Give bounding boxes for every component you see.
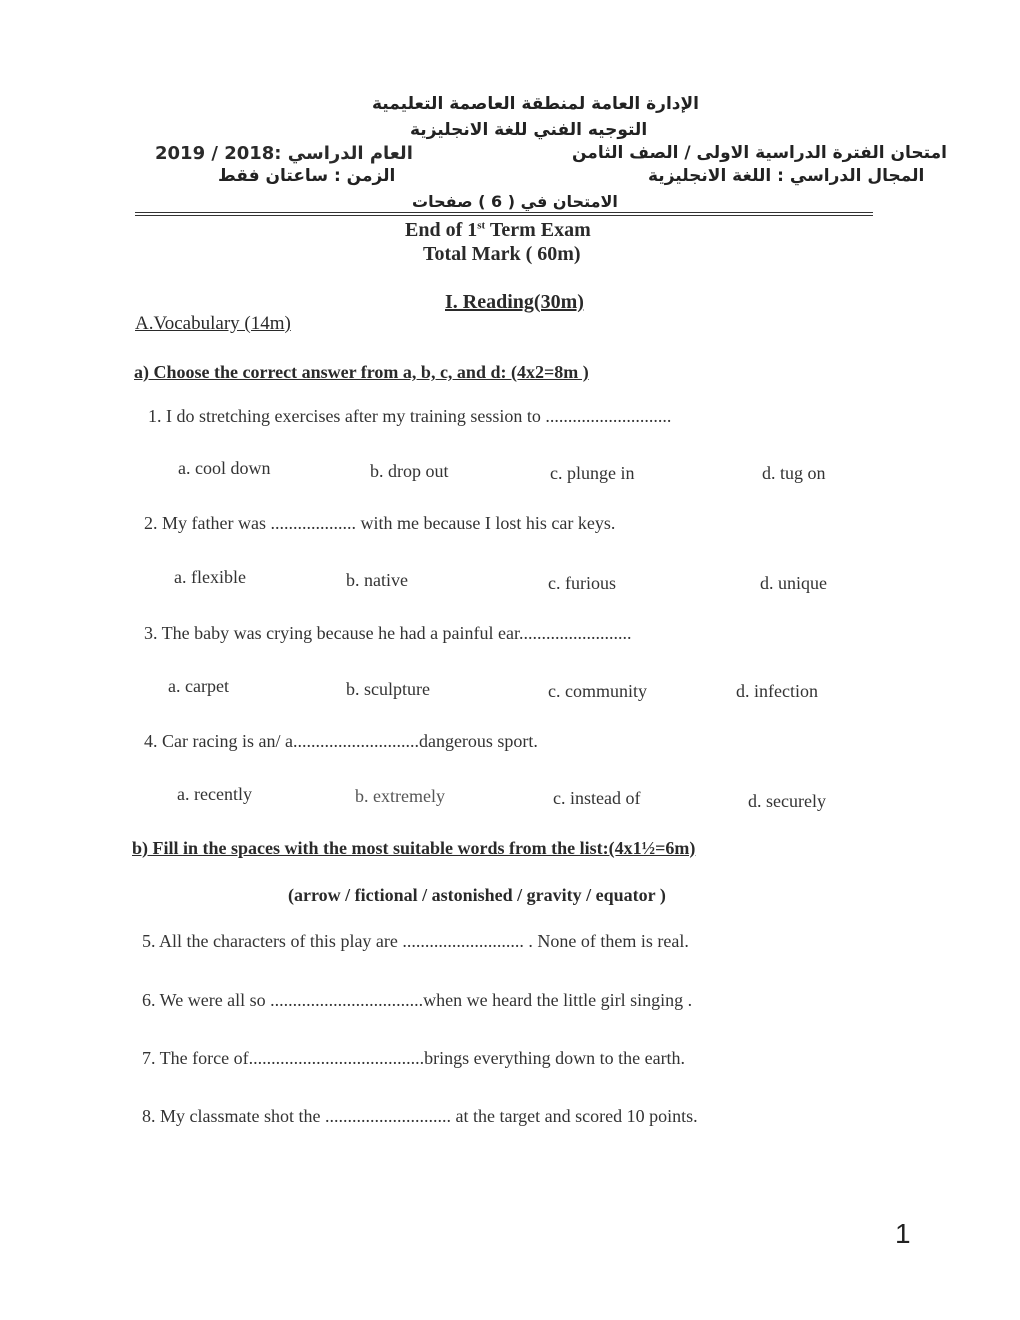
exam-subject: المجال الدراسي : اللغة الانجليزية — [648, 166, 925, 186]
vocabulary-heading: A.Vocabulary (14m) — [135, 313, 291, 334]
question-3: 3. The baby was crying because he had a painful ear......................... — [144, 623, 632, 643]
q2-option-a: a. flexible — [174, 567, 246, 587]
part-b-instruction: b) Fill in the spaces with the most suitable words from the list:(4x1½=6m) — [132, 838, 696, 858]
q3-option-d: d. infection — [736, 681, 818, 701]
header-divider-bottom — [135, 215, 873, 216]
header-divider-top — [135, 212, 873, 213]
reading-heading: I. Reading(30m) — [445, 291, 584, 313]
page-number: 1 — [895, 1218, 911, 1249]
q4-option-b: b. extremely — [355, 786, 445, 806]
question-6: 6. We were all so ..................................when we heard the little girl singing . — [142, 990, 693, 1010]
q3-option-a: a. carpet — [168, 676, 229, 696]
academic-year: 2019 / 2018: العام الدراسي — [155, 143, 413, 164]
q4-option-a: a. recently — [177, 784, 252, 804]
exam-title-text: End of 1 — [405, 219, 478, 241]
q1-option-c: c. plunge in — [550, 463, 635, 483]
q1-option-d: d. tug on — [762, 463, 826, 483]
question-2: 2. My father was ................... with me because I lost his car keys. — [144, 513, 616, 533]
question-1: 1. I do stretching exercises after my training session to ............................ — [148, 406, 672, 426]
question-8: 8. My classmate shot the ............................ at the target and scored 10 points. — [142, 1106, 698, 1126]
exam-title — [405, 219, 591, 242]
word-list: (arrow / fictional / astonished / gravity / equator ) — [288, 885, 666, 905]
exam-period: امتحان الفترة الدراسية الاولى / الصف الثامن — [572, 143, 947, 163]
question-7: 7. The force of.......................................brings everything down to the earth. — [142, 1048, 686, 1068]
q2-option-d: d. unique — [760, 573, 827, 593]
q3-option-b: b. sculpture — [346, 679, 430, 699]
q2-option-c: c. furious — [548, 573, 616, 593]
q1-option-a: a. cool down — [178, 458, 271, 478]
q1-option-b: b. drop out — [370, 461, 449, 481]
q2-option-b: b. native — [346, 570, 408, 590]
exam-time: الزمن : ساعتان فقط — [218, 166, 396, 186]
header-arabic-line1: الإدارة العامة لمنطقة العاصمة التعليمية — [372, 94, 699, 114]
exam-pages: الامتحان في ( 6 ) صفحات — [412, 192, 618, 211]
q3-option-c: c. community — [548, 681, 647, 701]
header-arabic-line2: التوجيه الفني للغة الانجليزية — [410, 120, 648, 140]
question-5: 5. All the characters of this play are ........................... . None of them is real. — [142, 931, 689, 951]
question-4: 4. Car racing is an/ a............................dangerous sport. — [144, 731, 538, 751]
total-mark: Total Mark ( 60m) — [423, 243, 581, 265]
exam-title-sup: st — [477, 219, 486, 232]
part-a-instruction: a) Choose the correct answer from a, b, c, and d: (4x2=8m ) — [134, 362, 589, 382]
exam-title-text-end: Term Exam — [485, 219, 591, 241]
q4-option-c: c. instead of — [553, 788, 641, 808]
q4-option-d: d. securely — [748, 791, 826, 811]
